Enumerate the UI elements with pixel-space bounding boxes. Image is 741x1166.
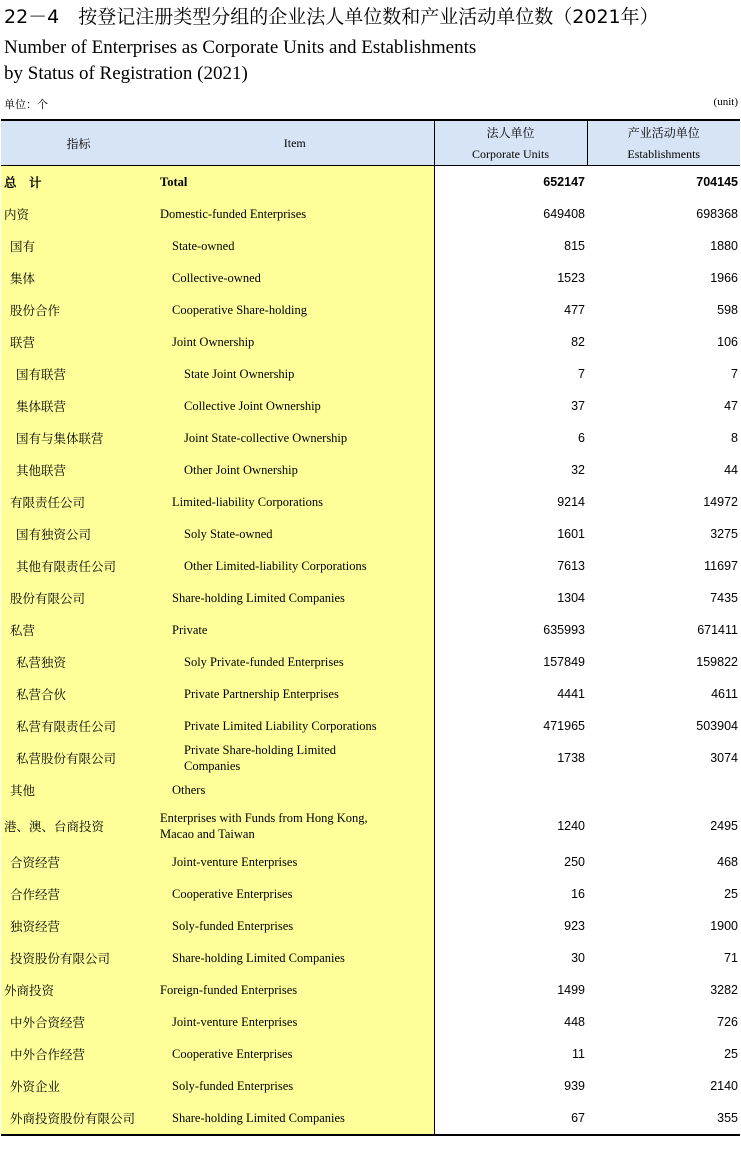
table-row [1, 390, 740, 422]
row-indicator-cn: 私营合伙 [1, 678, 156, 710]
row-item-en: Collective Joint Ownership [156, 390, 434, 422]
row-item-en: Joint-venture Enterprises [156, 1006, 434, 1038]
row-item-en: Soly-funded Enterprises [156, 910, 434, 942]
row-indicator-cn: 私营独资 [1, 646, 156, 678]
header-corporate-units [434, 120, 587, 166]
row-corporate-units: 448 [434, 1006, 587, 1038]
row-establishments: 71 [724, 951, 738, 965]
row-item-en: Domestic-funded Enterprises [156, 198, 434, 230]
row-indicator-cn: 集体联营 [1, 390, 156, 422]
row-corporate-units: 1738 [434, 742, 587, 774]
row-indicator-cn: 其他 [1, 774, 156, 806]
row-establishments: 47 [724, 399, 738, 413]
header-estab-cn: 产业活动单位 [627, 126, 700, 140]
row-indicator-cn: 私营有限责任公司 [1, 710, 156, 742]
row-indicator-cn: 港、澳、台商投资 [1, 806, 156, 846]
row-establishments: 598 [717, 303, 738, 317]
row-establishments: 355 [587, 1102, 740, 1135]
row-indicator-cn: 总 计 [1, 166, 156, 199]
row-corporate-units: 7 [434, 358, 587, 390]
row-establishments: 671411 [697, 623, 738, 637]
table-row [1, 942, 740, 974]
table-row [1, 974, 740, 1006]
table-row [1, 646, 740, 678]
row-indicator-cn: 合作经营 [1, 878, 156, 910]
row-establishments: 8 [731, 431, 738, 445]
row-indicator-cn: 联营 [1, 326, 156, 358]
row-establishments: 159822 [696, 655, 738, 669]
row-item-en: Other Limited-liability Corporations [156, 550, 434, 582]
row-corporate-units: 1601 [434, 518, 587, 550]
table-row [1, 1070, 740, 1102]
table-header-row [1, 120, 740, 166]
row-corporate-units: 250 [434, 846, 587, 878]
unit-label-en: (unit) [713, 96, 738, 108]
row-indicator-cn: 国有联营 [1, 358, 156, 390]
row-corporate-units: 1240 [434, 806, 587, 846]
row-corporate-units: 7613 [434, 550, 587, 582]
row-corporate-units: 1499 [434, 974, 587, 1006]
header-corporate-en: Corporate Units [472, 147, 549, 161]
row-indicator-cn: 国有 [1, 230, 156, 262]
row-corporate-units: 6 [434, 422, 587, 454]
row-corporate-units: 11 [434, 1038, 587, 1070]
row-indicator-cn: 中外合资经营 [1, 1006, 156, 1038]
row-item-en: Joint Ownership [156, 326, 434, 358]
row-establishments: 2495 [710, 819, 738, 833]
table-row [1, 230, 740, 262]
row-item-en: Share-holding Limited Companies [156, 1102, 434, 1135]
row-corporate-units: 82 [434, 326, 587, 358]
table-row [1, 774, 740, 806]
row-item-en: Others [156, 774, 434, 806]
row-indicator-cn: 外资企业 [1, 1070, 156, 1102]
row-establishments: 14972 [703, 495, 738, 509]
row-corporate-units: 649408 [434, 198, 587, 230]
row-item-en: Private Share-holding Limited Companies [156, 742, 434, 774]
table-row [1, 1006, 740, 1038]
table-title-cn: 22－4 按登记注册类型分组的企业法人单位数和产业活动单位数（2021年） [4, 6, 659, 28]
row-item-en: Soly State-owned [156, 518, 434, 550]
row-item-en: Limited-liability Corporations [156, 486, 434, 518]
row-establishments: 7435 [710, 591, 738, 605]
row-corporate-units: 37 [434, 390, 587, 422]
table-row [1, 262, 740, 294]
row-item-en: Collective-owned [156, 262, 434, 294]
row-corporate-units: 1304 [434, 582, 587, 614]
row-corporate-units: 30 [434, 942, 587, 974]
table-row [1, 710, 740, 742]
header-establishments [587, 120, 740, 166]
table-row [1, 358, 740, 390]
row-establishments: 106 [717, 335, 738, 349]
row-corporate-units: 635993 [434, 614, 587, 646]
row-item-en: State Joint Ownership [156, 358, 434, 390]
row-establishments: 468 [717, 855, 738, 869]
row-indicator-cn: 内资 [1, 198, 156, 230]
row-establishments: 25 [724, 1047, 738, 1061]
row-item-en: Private Limited Liability Corporations [156, 710, 434, 742]
row-establishments: 25 [724, 887, 738, 901]
row-establishments: 44 [724, 463, 738, 477]
row-corporate-units: 939 [434, 1070, 587, 1102]
row-indicator-cn: 独资经营 [1, 910, 156, 942]
row-indicator-cn: 有限责任公司 [1, 486, 156, 518]
row-establishments: 3275 [710, 527, 738, 541]
row-item-en: Foreign-funded Enterprises [156, 974, 434, 1006]
row-item-en: Private Partnership Enterprises [156, 678, 434, 710]
row-item-en: Private [156, 614, 434, 646]
row-indicator-cn: 合资经营 [1, 846, 156, 878]
row-indicator-cn: 外商投资股份有限公司 [1, 1102, 156, 1135]
table-row [1, 1102, 740, 1135]
row-establishments: 3282 [710, 983, 738, 997]
statistics-table [1, 119, 740, 1136]
table-row [1, 454, 740, 486]
row-indicator-cn: 私营 [1, 614, 156, 646]
row-corporate-units: 652147 [434, 166, 587, 199]
row-establishments: 2140 [710, 1079, 738, 1093]
row-corporate-units [434, 774, 587, 806]
table-row [1, 550, 740, 582]
row-corporate-units: 16 [434, 878, 587, 910]
row-indicator-cn: 国有与集体联营 [1, 422, 156, 454]
table-row [1, 166, 740, 199]
row-indicator-cn: 其他联营 [1, 454, 156, 486]
row-indicator-cn: 股份有限公司 [1, 582, 156, 614]
row-indicator-cn: 中外合作经营 [1, 1038, 156, 1070]
row-item-en: Share-holding Limited Companies [156, 582, 434, 614]
row-item-en: Joint State-collective Ownership [156, 422, 434, 454]
row-corporate-units: 4441 [434, 678, 587, 710]
table-row [1, 878, 740, 910]
header-indicator: 指标 [1, 120, 156, 166]
header-estab-en: Establishments [627, 147, 701, 161]
row-corporate-units: 471965 [434, 710, 587, 742]
row-establishments: 4611 [711, 687, 738, 701]
row-item-en: Total [156, 166, 434, 199]
table-row [1, 846, 740, 878]
row-establishments: 503904 [696, 719, 738, 733]
table-title-en-line1: Number of Enterprises as Corporate Units and Establishments [4, 37, 477, 58]
table-row [1, 486, 740, 518]
table-row [1, 614, 740, 646]
row-item-en: Joint-venture Enterprises [156, 846, 434, 878]
row-establishments: 11697 [704, 559, 738, 573]
table-row [1, 678, 740, 710]
row-establishments: 726 [717, 1015, 738, 1029]
row-item-en: Other Joint Ownership [156, 454, 434, 486]
table-row [1, 294, 740, 326]
table-row [1, 806, 740, 846]
row-corporate-units: 9214 [434, 486, 587, 518]
row-corporate-units: 67 [434, 1102, 587, 1135]
row-establishments: 1966 [710, 271, 738, 285]
row-indicator-cn: 投资股份有限公司 [1, 942, 156, 974]
row-corporate-units: 815 [434, 230, 587, 262]
row-corporate-units: 477 [434, 294, 587, 326]
row-establishments: 7 [731, 367, 738, 381]
table-row [1, 582, 740, 614]
row-indicator-cn: 股份合作 [1, 294, 156, 326]
table-row [1, 422, 740, 454]
table-row [1, 326, 740, 358]
row-establishments: 1900 [710, 919, 738, 933]
row-item-en: Cooperative Share-holding [156, 294, 434, 326]
row-indicator-cn: 私营股份有限公司 [1, 742, 156, 774]
table-row [1, 518, 740, 550]
row-item-en: Enterprises with Funds from Hong Kong, Macao and Taiwan [156, 806, 434, 846]
row-item-en: Soly Private-funded Enterprises [156, 646, 434, 678]
row-indicator-cn: 国有独资公司 [1, 518, 156, 550]
row-item-en: Share-holding Limited Companies [156, 942, 434, 974]
row-item-en: Cooperative Enterprises [156, 878, 434, 910]
row-establishments: 698368 [696, 207, 738, 221]
table-row [1, 910, 740, 942]
row-establishments: 704145 [696, 175, 738, 189]
row-establishments [587, 774, 740, 806]
row-establishments: 1880 [710, 239, 738, 253]
table-title-en-line2: by Status of Registration (2021) [4, 63, 248, 84]
table-row [1, 198, 740, 230]
header-corporate-cn: 法人单位 [486, 126, 535, 140]
row-item-en: State-owned [156, 230, 434, 262]
row-corporate-units: 32 [434, 454, 587, 486]
row-indicator-cn: 其他有限责任公司 [1, 550, 156, 582]
row-indicator-cn: 外商投资 [1, 974, 156, 1006]
row-item-en: Soly-funded Enterprises [156, 1070, 434, 1102]
row-corporate-units: 157849 [434, 646, 587, 678]
row-indicator-cn: 集体 [1, 262, 156, 294]
row-corporate-units: 923 [434, 910, 587, 942]
table-row [1, 1038, 740, 1070]
unit-label-cn: 单位：个 [4, 98, 48, 111]
header-item: Item [156, 120, 434, 166]
row-corporate-units: 1523 [434, 262, 587, 294]
row-item-en: Cooperative Enterprises [156, 1038, 434, 1070]
row-establishments: 3074 [710, 751, 738, 765]
table-row [1, 742, 740, 774]
